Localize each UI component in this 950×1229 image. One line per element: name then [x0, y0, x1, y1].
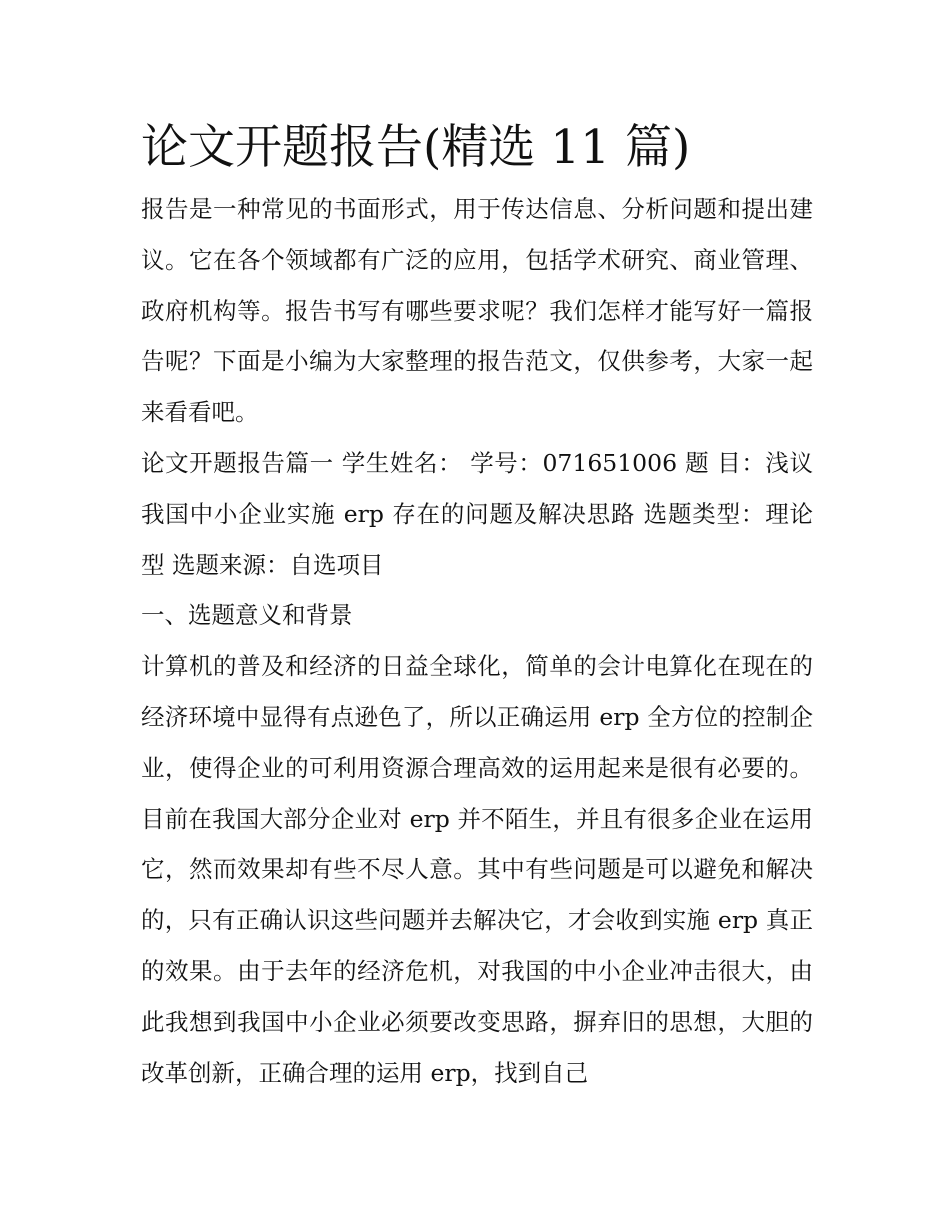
body-paragraph: 计算机的普及和经济的日益全球化，简单的会计电算化在现在的经济环境中显得有点逊色了，所以正确运用 erp 全方位的控制企业，使得企业的可利用资源合理高效的运用起来是很有必要的。目前在我国大部分企业对 erp 并不陌生，并且有很多企业在运用它，然而效果却有些不尽人意。其中有些问题是可以避免和解决的，只有正确认识这些问题并去解决它，才会收到实施 erp 真正的效果。由于去年的经济危机，对我国的中小企业冲击很大，由此我想到我国中小企业必须要改变思路，摒弃旧的思想，大胆的改革创新，正确合理的运用 erp，找到自己 — [141, 652, 813, 1087]
document-body — [141, 118, 813, 1098]
section-heading: 一、选题意义和背景 — [141, 601, 353, 630]
report-info-paragraph: 论文开题报告篇一 学生姓名： 学号：071651006 题 目：浅议我国中小企业实施 erp 存在的问题及解决思路 选题类型：理论型 选题来源：自选项目 — [141, 448, 813, 579]
intro-paragraph: 报告是一种常见的书面形式，用于传达信息、分析问题和提出建议。它在各个领域都有广泛的应用，包括学术研究、商业管理、政府机构等。报告书写有哪些要求呢？我们怎样才能写好一篇报告呢？下面是小编为大家整理的报告范文，仅供参考，大家一起来看看吧。 — [141, 195, 813, 427]
document-title: 论文开题报告(精选 11 篇) — [141, 120, 691, 175]
